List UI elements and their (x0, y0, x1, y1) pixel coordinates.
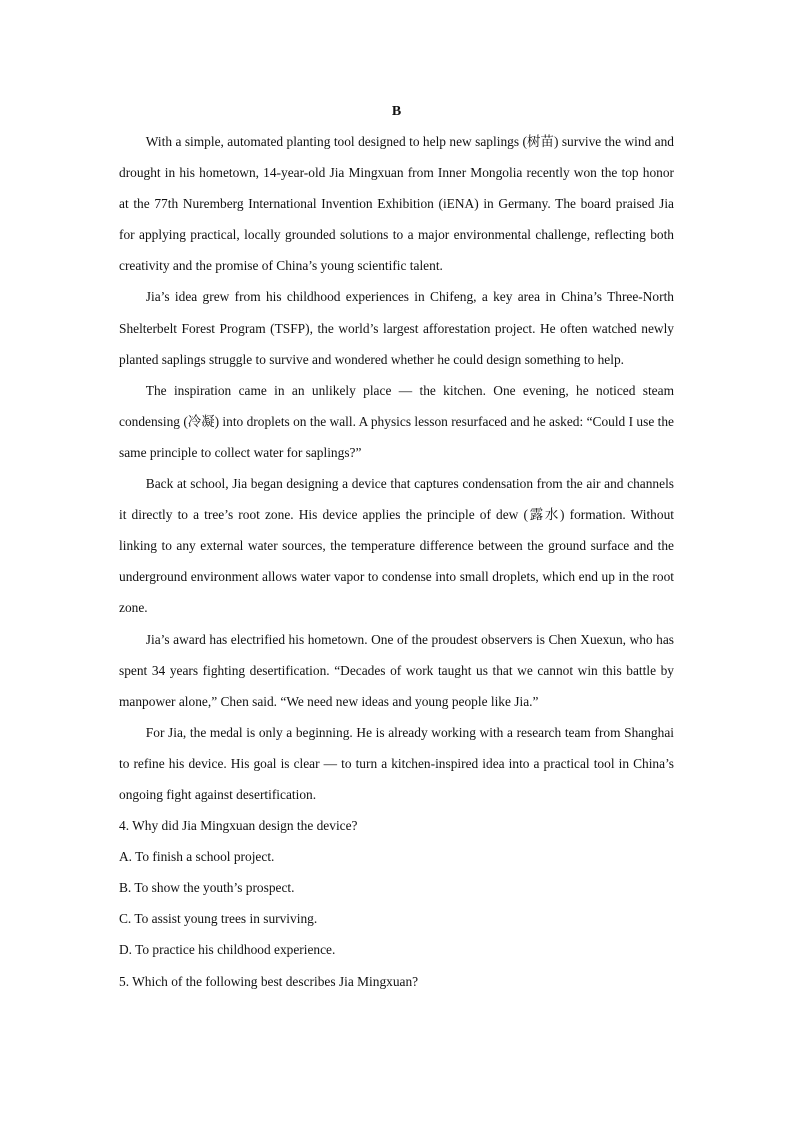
question-4-option-c[interactable]: C. To assist young trees in surviving. (119, 911, 318, 927)
paragraph-3: The inspiration came in an unlikely place — the kitchen. One evening, he noticed steam condensing (冷凝) into droplets on the wall. A physics lesson resurfaced and he asked: “Could I use the same principle to collect water for saplings?” (119, 382, 674, 460)
paragraph-6: For Jia, the medal is only a beginning. He is already working with a research team from Shanghai to refine his device. His goal is clear — to turn a kitchen-inspired idea into a practical tool in China’s ongoing fight against desertification. (119, 724, 674, 802)
question-4-option-a[interactable]: A. To finish a school project. (119, 849, 275, 865)
paragraph-1: With a simple, automated planting tool designed to help new saplings (树苗) survive the wind and drought in his hometown, 14-year-old Jia Mingxuan from Inner Mongolia recently won the top honor at the 77th Nuremberg International Invention Exhibition (iENA) in Germany. The board praised Jia for applying practical, locally grounded solutions to a major environmental challenge, reflecting both creativity and the promise of China’s young scientific talent. (119, 134, 674, 274)
section-label: B (391, 104, 402, 119)
paragraph-2: Jia’s idea grew from his childhood experiences in Chifeng, a key area in China’s Three-North Shelterbelt Forest Program (TSFP), the world’s largest afforestation project. He often watched newly planted saplings struggle to survive and wondered whether he could design something to help. (119, 289, 674, 367)
question-5-stem: 5. Which of the following best describes Jia Mingxuan? (119, 973, 419, 989)
paragraph-5: Jia’s award has electrified his hometown. One of the proudest observers is Chen Xuexun, who has spent 34 years fighting desertification. “Decades of work taught us that we cannot win this battle by manpower alone,” Chen said. “We need new ideas and young people like Jia.” (119, 631, 674, 709)
question-4-option-d[interactable]: D. To practice his childhood experience. (119, 942, 336, 958)
document-page (119, 98, 674, 997)
paragraph-4: Back at school, Jia began designing a device that captures condensation from the air and channels it directly to a tree’s root zone. His device applies the principle of dew (露水) formation. Without linking to any external water sources, the temperature difference between the ground surface and the underground environment allows water vapor to condense into small droplets, which end up in the root zone. (119, 476, 674, 616)
question-4-option-b[interactable]: B. To show the youth’s prospect. (119, 880, 295, 896)
question-4-stem: 4. Why did Jia Mingxuan design the device? (119, 818, 358, 834)
